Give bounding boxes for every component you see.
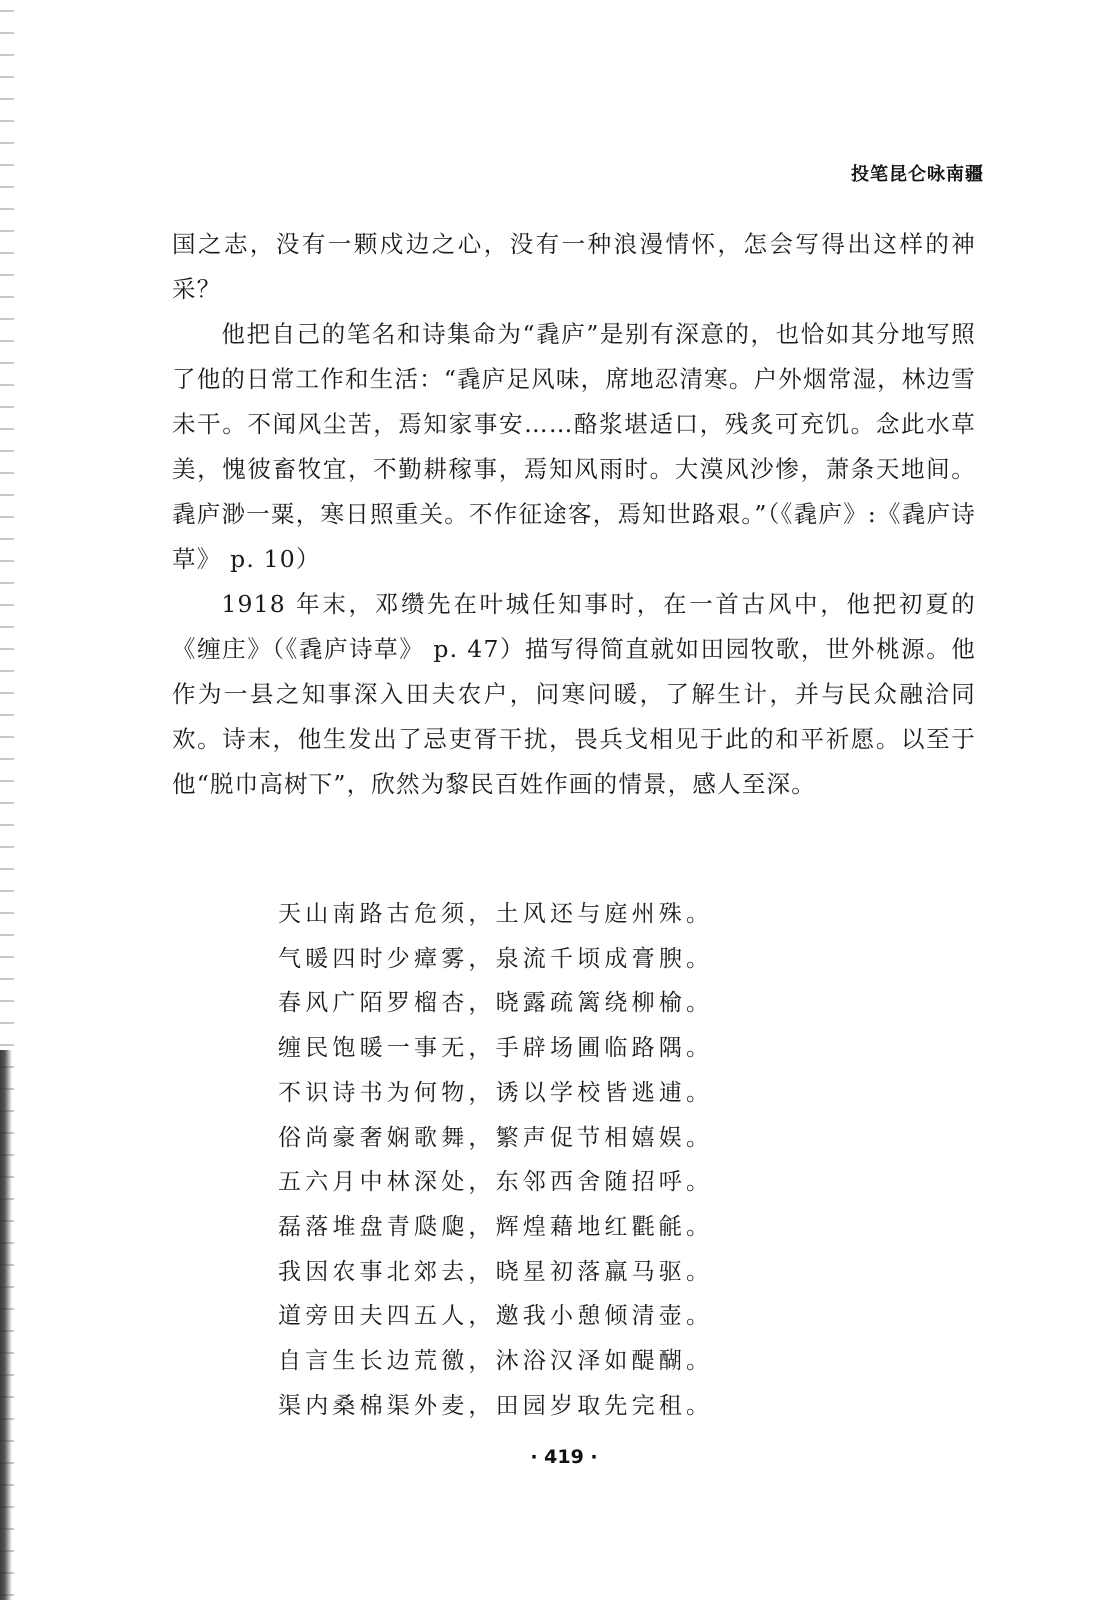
poem-line: 缠民饱暖一事无，手辟场圃临路隅。 (278, 1035, 714, 1062)
poem-line: 气暖四时少瘴雾，泉流千顷成膏腴。 (278, 945, 714, 972)
poem-block (278, 892, 713, 1428)
body-text (172, 222, 976, 807)
poem-line: 磊落堆盘青瓞瓟，辉煌藉地红氍毹。 (278, 1213, 714, 1240)
paragraph-2: 他把自己的笔名和诗集命为“毳庐”是别有深意的，也恰如其分地写照了他的日常工作和生活：“毳庐足风味，席地忍清寒。户外烟常湿，林边雪未干。不闻风尘苦，焉知家事安……酪浆堪适口，残炙可充饥。念此水草美，愧彼畜牧宜，不勤耕稼事，焉知风雨时。大漠风沙惨，萧条天地间。毳庐渺一粟，寒日照重关。不作征途客，焉知世路艰。”（《毳庐》:《毳庐诗草》 p. 10） (172, 320, 976, 573)
poem-line: 俗尚豪奢娴歌舞，繁声促节相嬉娱。 (278, 1124, 714, 1151)
poem-line: 春风广陌罗榴杏，晓露疏篱绕柳榆。 (278, 990, 714, 1017)
poem-line: 五六月中林深处，东邻西舍随招呼。 (278, 1169, 714, 1196)
poem-line: 道旁田夫四五人，邀我小憩倾清壶。 (278, 1303, 714, 1330)
poem-line: 自言生长边荒徼，沐浴汉泽如醍醐。 (278, 1348, 714, 1375)
running-header-title: 投笔昆仑咏南疆 (851, 164, 984, 185)
page-number: · 419 · (530, 1446, 598, 1468)
poem-line: 我因农事北郊去，晓星初落羸马驱。 (278, 1258, 714, 1285)
poem-line: 不识诗书为何物，诱以学校皆逃逋。 (278, 1079, 714, 1106)
poem-line: 天山南路古危须，土风还与庭州殊。 (278, 901, 714, 927)
paragraph-1: 国之志，没有一颗戍边之心，没有一种浪漫情怀，怎会写得出这样的神采？ (172, 230, 976, 303)
paragraph-3: 1918 年末，邓缵先在叶城任知事时，在一首古风中，他把初夏的《缠庄》（《毳庐诗草》 p. 47）描写得简直就如田园牧歌，世外桃源。他作为一县之知事深入田夫农户，问寒问暖，了解生计，并与民众融洽同欢。诗末，他生发出了忌吏胥干扰，畏兵戈相见于此的和平祈愿。以至于他“脱巾高树下”，欣然为黎民百姓作画的情景，感人至深。 (172, 590, 976, 798)
page-binding-shadow (0, 1050, 12, 1600)
poem-line: 渠内桑棉渠外麦，田园岁取先完租。 (278, 1392, 714, 1419)
